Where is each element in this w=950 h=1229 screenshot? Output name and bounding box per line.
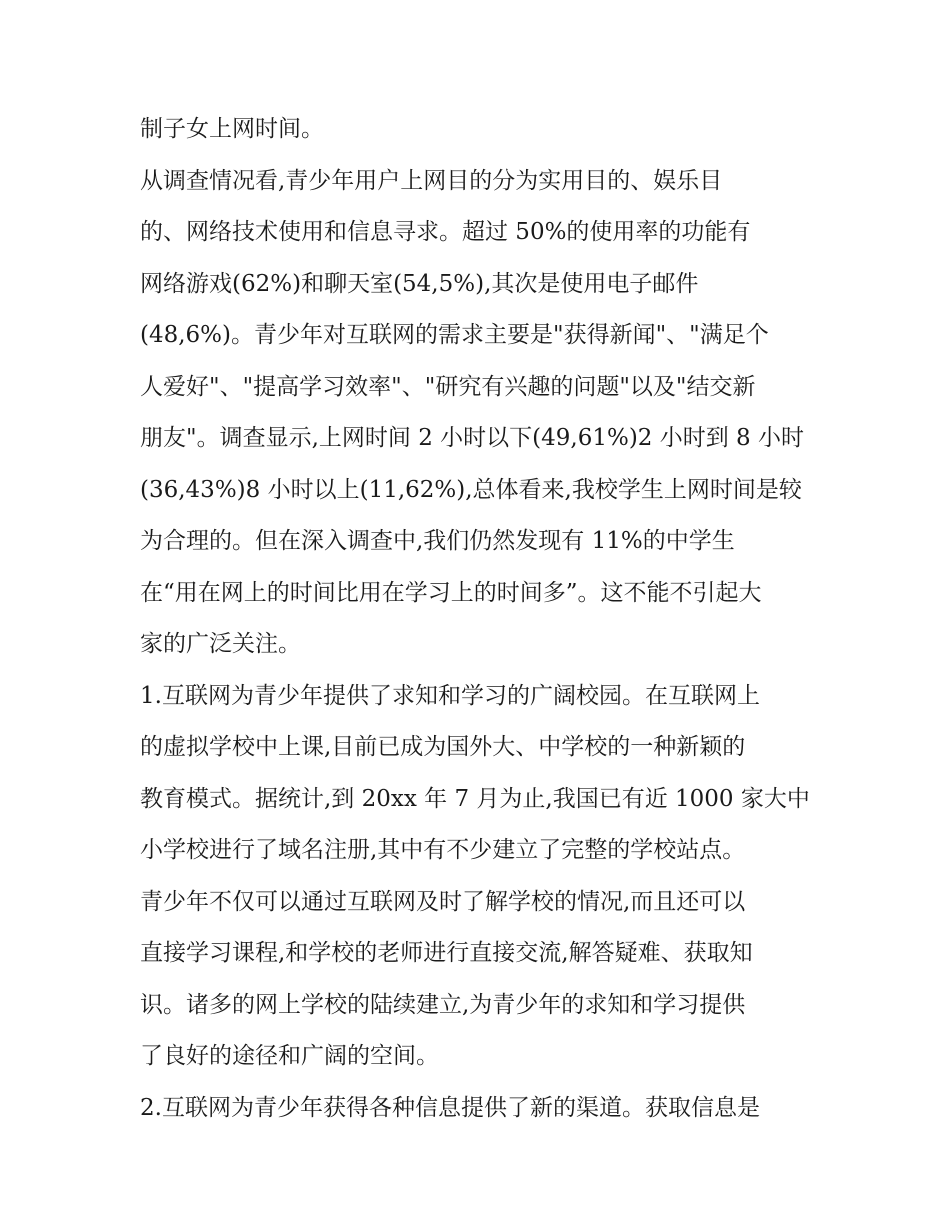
text-line: 制子女上网时间。 — [140, 116, 324, 142]
text-line: 的、网络技术使用和信息寻求。超过 50%的使用率的功能有 — [140, 219, 751, 245]
text-line: 青少年不仅可以通过互联网及时了解学校的情况,而且还可以 — [140, 888, 746, 915]
text-line: (36,43%)8 小时以上(11,62%),总体看来,我校学生上网时间是较 — [140, 476, 802, 503]
text-line: 直接学习课程,和学校的老师进行直接交流,解答疑难、获取知 — [140, 940, 753, 966]
text-line: 网络游戏(62%)和聊天室(54,5%),其次是使用电子邮件 — [140, 270, 699, 297]
text-line: 人爱好"、"提高学习效率"、"研究有兴趣的问题"以及"结交新 — [140, 373, 756, 400]
text-line: 识。诸多的网上学校的陆续建立,为青少年的求知和学习提供 — [140, 991, 746, 1018]
text-line: 1.互联网为青少年提供了求知和学习的广阔校园。在互联网上 — [140, 682, 760, 709]
text-line: 了良好的途径和广阔的空间。 — [140, 1043, 439, 1069]
text-line: (48,6%)。青少年对互联网的需求主要是"获得新闻"、"满足个 — [140, 322, 769, 348]
text-line: 朋友"。调查显示,上网时间 2 小时以下(49,61%)2 小时到 8 小时 — [140, 425, 804, 451]
text-line: 在“用在网上的时间比用在学习上的时间多”。这不能不引起大 — [140, 579, 762, 606]
text-line: 小学校进行了域名注册,其中有不少建立了完整的学校站点。 — [140, 837, 746, 863]
text-line: 教育模式。据统计,到 20xx 年 7 月为止,我国已有近 1000 家大中 — [140, 785, 810, 812]
text-line: 的虚拟学校中上课,目前已成为国外大、中学校的一种新颖的 — [140, 734, 746, 760]
text-line: 家的广泛关注。 — [140, 631, 301, 657]
text-line: 2.互联网为青少年获得各种信息提供了新的渠道。获取信息是 — [140, 1094, 760, 1121]
text-line: 为合理的。但在深入调查中,我们仍然发现有 11%的中学生 — [140, 528, 735, 554]
text-line: 从调查情况看,青少年用户上网目的分为实用目的、娱乐目 — [140, 167, 723, 194]
body-text — [140, 104, 820, 1134]
